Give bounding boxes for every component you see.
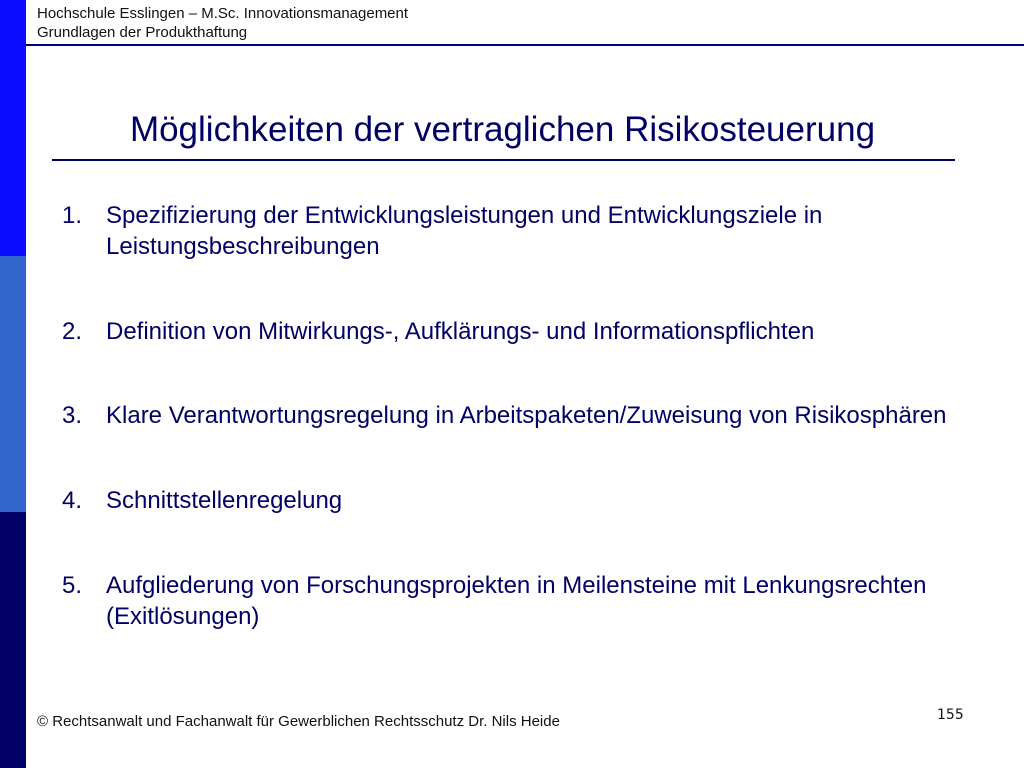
- sidebar-segment-middle: [0, 256, 26, 512]
- sidebar-segment-bottom: [0, 512, 26, 768]
- list-item-text: Definition von Mitwirkungs-, Aufklärungs- und Informationspflichten: [106, 318, 815, 345]
- sidebar-color-bar: [0, 0, 26, 768]
- footer-copyright: © Rechtsanwalt und Fachanwalt für Gewerblichen Rechtsschutz Dr. Nils Heide: [37, 713, 560, 730]
- sidebar-segment-top: [0, 0, 26, 256]
- title-underline: [52, 159, 955, 161]
- header-course: Grundlagen der Produkthaftung: [37, 24, 248, 41]
- list-item: [62, 200, 982, 262]
- header-divider: [26, 44, 1024, 46]
- slide-title: Möglichkeiten der vertraglichen Risikosteuerung: [129, 110, 876, 149]
- header-institution: Hochschule Esslingen – M.Sc. Innovationsmanagement: [37, 5, 409, 22]
- list-item-text: Spezifizierung der Entwicklungsleistungen und Entwicklungsziele in Leistungsbeschreibungen: [106, 202, 823, 260]
- list-item-number: 1.: [62, 202, 83, 229]
- list-item-number: 2.: [62, 318, 83, 345]
- list-item-text: Aufgliederung von Forschungsprojekten in Meilensteine mit Lenkungsrechten (Exitlösungen): [106, 572, 927, 630]
- list-item: [62, 316, 982, 347]
- slide-header: [37, 4, 408, 42]
- list-item-text: Klare Verantwortungsregelung in Arbeitspaketen/Zuweisung von Risikosphären: [106, 402, 947, 429]
- list-item-number: 3.: [62, 402, 83, 429]
- list-item: [62, 570, 982, 632]
- numbered-list: [62, 200, 982, 632]
- list-item-number: 4.: [62, 487, 83, 514]
- page-number: 155: [937, 707, 964, 723]
- list-item: [62, 485, 982, 516]
- list-item-number: 5.: [62, 572, 83, 599]
- list-item-text: Schnittstellenregelung: [106, 487, 343, 514]
- list-item: [62, 400, 982, 431]
